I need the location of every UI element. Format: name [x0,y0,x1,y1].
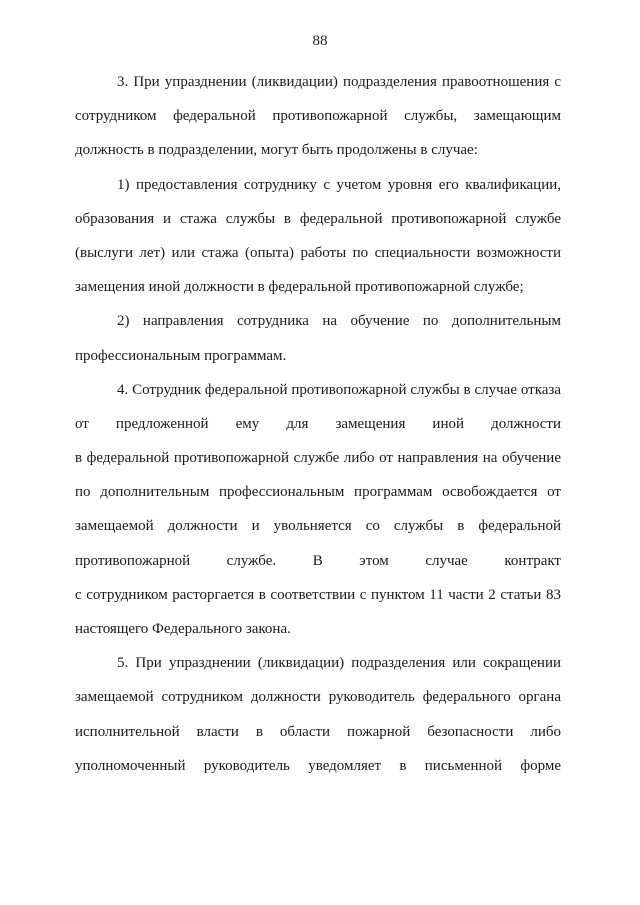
text-line: (выслуги лет) или стажа (опыта) работы по специальности возможности [75,244,561,261]
text-line: по дополнительным профессиональным программам освобождается от [75,484,561,501]
text-line: от предложенной ему для замещения иной должности [75,415,561,432]
text-line: настоящего Федерального закона. [75,621,291,637]
text-line: противопожарной службе. В этом случае контракт [75,552,561,569]
text-line: 4. Сотрудник федеральной противопожарной службы в случае отказа [117,381,561,398]
text-line: замещаемой сотрудником должности руководитель федерального органа [75,689,561,706]
text-line: 5. При упразднении (ликвидации) подразделения или сокращении [117,655,561,672]
document-body [75,65,561,783]
text-line: замещения иной должности в федеральной противопожарной службе; [75,279,524,296]
text-line: 1) предоставления сотруднику с учетом уровня его квалификации, [117,176,561,193]
text-line: профессиональным программам. [75,347,287,364]
text-line: исполнительной власти в области пожарной безопасности либо [75,723,561,740]
text-line: замещаемой должности и увольняется со службы в федеральной [75,518,561,535]
text-line: 3. При упразднении (ликвидации) подразделения правоотношения с [117,74,561,90]
text-line: образования и стажа службы в федеральной противопожарной службе [75,210,561,227]
text-line: должность в подразделении, могут быть продолжены в случае: [75,142,478,159]
text-line: с сотрудником расторгается в соответствии с пунктом 11 части 2 статьи 83 [75,586,561,603]
text-line: 2) направления сотрудника на обучение по дополнительным [117,313,561,330]
text-line: уполномоченный руководитель уведомляет в письменной форме [75,757,561,774]
page-number: 88 [312,33,328,49]
text-line: сотрудником федеральной противопожарной службы, замещающим [75,108,561,125]
text-line: в федеральной противопожарной службе либо от направления на обучение [75,450,561,467]
